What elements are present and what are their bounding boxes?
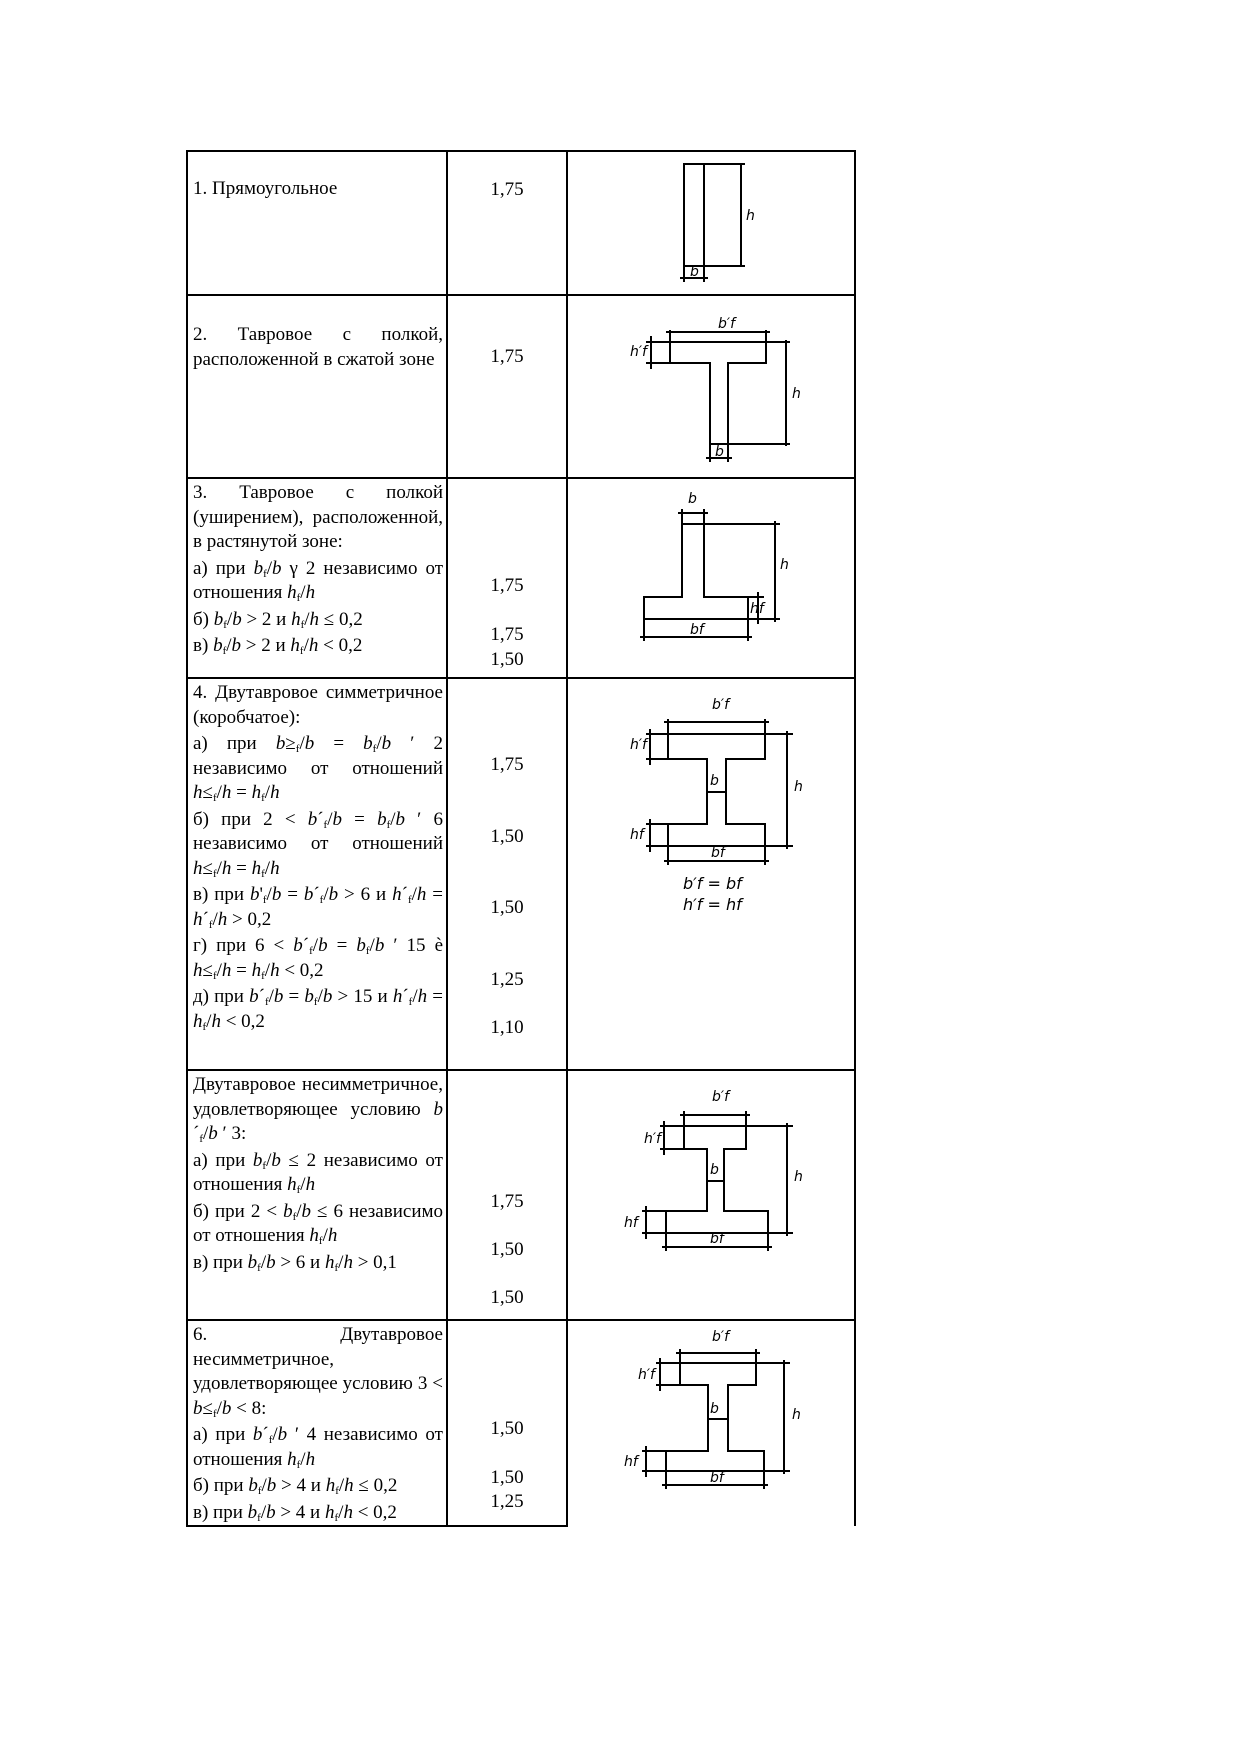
label-bf: bf — [710, 1470, 724, 1486]
label-hf-prime: h′f — [644, 1131, 661, 1147]
condition-item: в) при $b'_f/b$ = $b´_f/b > 6$ и $h´_f/h$ = $h´_f/h > 0,2$ — [193, 884, 444, 931]
table-row — [187, 478, 855, 678]
condition-item: б) при $2 < b_f/b \le 6$ независимо от отношения $h_f/h$ — [193, 1200, 444, 1247]
label-hf-prime: h′f — [630, 737, 647, 753]
condition-item: а) при $b_f/b$ γ 2 независимо от отношения $h_f/h$ — [193, 557, 443, 604]
coefficient-value: 1,25 — [490, 969, 524, 990]
label-bf: bf — [690, 622, 704, 638]
section-outline — [666, 1126, 768, 1233]
condition-item: б) при $b_f/b > 4$ и $h_f/h \le 0,2$ — [193, 1475, 398, 1497]
label-h: h — [792, 386, 801, 402]
label-bf-prime: b′f — [712, 697, 729, 713]
inverted-tee-section-figure — [568, 479, 854, 679]
condition-item: в) при $b_f/b > 6$ и $h_f/h > 0,1$ — [193, 1251, 397, 1274]
label-bf-prime: b′f — [718, 316, 735, 332]
label-b: b — [710, 1401, 719, 1417]
condition-item: а) при $b\ge_f/b = b_f/b$ ′ 2 независимо от отношений $h\le_f/h = h_f/h$ — [193, 733, 444, 804]
coefficient-value: 1,10 — [490, 1017, 524, 1038]
sections-table — [186, 150, 856, 1527]
coefficient-cell — [447, 151, 567, 295]
coefficient-value: 1,75 — [490, 754, 524, 775]
figure-cell — [567, 678, 855, 1070]
section-description — [187, 295, 447, 478]
equation-bf: b′f = bf — [683, 874, 742, 893]
section-description — [187, 1320, 447, 1526]
figure-cell — [567, 295, 855, 478]
coefficient-value: 1,75 — [490, 624, 524, 645]
table-row — [187, 151, 855, 295]
coefficient-value: 1,25 — [490, 1491, 524, 1512]
symmetric-i-section-figure — [568, 679, 854, 1071]
label-h: h — [792, 1407, 801, 1423]
condition-item: д) при $b´_f/b = b_f/b > 15$ и $h´_f/h = h_f/h < 0,2$ — [193, 986, 443, 1033]
figure-cell — [567, 151, 855, 295]
label-bf: bf — [711, 845, 725, 861]
coefficient-value: 1,50 — [490, 826, 524, 847]
label-h: h — [794, 779, 803, 795]
section-title: 1. Прямоугольное — [193, 178, 338, 199]
label-b: b — [690, 264, 699, 280]
label-b: b — [688, 491, 697, 507]
coefficient-value: 1,75 — [490, 179, 524, 200]
tee-section-figure — [568, 296, 854, 479]
section-outline — [670, 342, 766, 444]
section-outline — [668, 734, 765, 846]
section-outline — [666, 1363, 764, 1471]
label-b: b — [715, 444, 724, 460]
section-description — [187, 1070, 447, 1320]
table-row — [187, 1320, 855, 1526]
coefficient-cell — [447, 1070, 567, 1320]
section-title: 3. Тавровое с полкой (уширением), расположенной, в растянутой зоне: — [193, 482, 443, 552]
label-h: h — [746, 208, 755, 224]
section-outline — [684, 164, 704, 266]
coefficient-cell — [447, 1320, 567, 1526]
section-title: 2. Тавровое с полкой, расположенной в сжатой зоне — [193, 324, 443, 370]
label-hf: hf — [630, 827, 644, 843]
section-description — [187, 478, 447, 678]
label-b: b — [710, 773, 719, 789]
condition-item: в) при $b_f/b > 4$ и $h_f/h < 0,2$ — [193, 1501, 397, 1524]
label-hf-prime: h′f — [630, 344, 647, 360]
coefficient-value: 1,50 — [490, 897, 524, 918]
label-h: h — [780, 557, 789, 573]
coefficient-value: 1,75 — [490, 575, 524, 596]
label-hf-prime: h′f — [638, 1367, 655, 1383]
condition-item: а) при $b_f/b \le 2$ независимо от отношения $h_f/h$ — [193, 1149, 443, 1196]
label-hf: hf — [624, 1454, 638, 1470]
section-description — [187, 151, 447, 295]
condition-item: г) при $6 < b´_f/b = b_f/b$ ′ 15 è $h\le_f/h = h_f/h < 0,2$ — [193, 935, 443, 982]
section-title: 6. Двутавровое несимметричное, удовлетворяющее условию $3 < b\le_f/b < 8$: — [193, 1324, 443, 1420]
coefficient-value: 1,75 — [490, 1191, 524, 1212]
coefficient-value: 1,50 — [490, 1467, 524, 1488]
label-hf: hf — [750, 601, 764, 617]
section-title: Двутавровое несимметричное, удовлетворяющее условию $b´_f/b$ ′ 3: — [193, 1074, 443, 1145]
label-h: h — [794, 1169, 803, 1185]
coefficient-value: 1,50 — [490, 1418, 524, 1439]
label-hf: hf — [624, 1215, 638, 1231]
coefficient-value: 1,50 — [490, 649, 524, 670]
label-bf-prime: b′f — [712, 1329, 729, 1345]
section-description — [187, 678, 447, 1070]
label-bf: bf — [710, 1231, 724, 1247]
label-bf-prime: b′f — [712, 1089, 729, 1105]
section-title: 4. Двутавровое симметричное (коробчатое): — [193, 682, 443, 728]
rectangular-section-figure — [568, 152, 854, 296]
coefficient-cell — [447, 678, 567, 1070]
figure-cell — [567, 1320, 855, 1526]
table-row — [187, 295, 855, 478]
coefficient-value: 1,75 — [490, 346, 524, 367]
condition-item: в) $b_f/b > 2$ и $h_f/h < 0,2$ — [193, 635, 363, 657]
label-b: b — [710, 1162, 719, 1178]
section-outline — [644, 524, 748, 619]
condition-item: б) при $2 < b´_f/b = b_f/b$ ′ 6 независимо от отношений $h\le_f/h = h_f/h$ — [193, 808, 444, 880]
coefficient-cell — [447, 478, 567, 678]
table-row — [187, 1070, 855, 1320]
coefficient-value: 1,50 — [490, 1239, 524, 1260]
figure-cell — [567, 1070, 855, 1320]
condition-item: б) $b_f/b > 2$ и $h_f/h \le 0,2$ — [193, 608, 363, 631]
figure-cell — [567, 478, 855, 678]
equation-hf: h′f = hf — [683, 895, 742, 914]
asymmetric-i-section-figure — [568, 1071, 854, 1321]
condition-item: а) при $b´_f/b$ ′ 4 независимо от отношения $h_f/h$ — [193, 1424, 443, 1471]
coefficient-cell — [447, 295, 567, 478]
table-row — [187, 678, 855, 1070]
coefficient-value: 1,50 — [490, 1287, 524, 1308]
asymmetric-i-section-figure-2 — [568, 1321, 854, 1521]
